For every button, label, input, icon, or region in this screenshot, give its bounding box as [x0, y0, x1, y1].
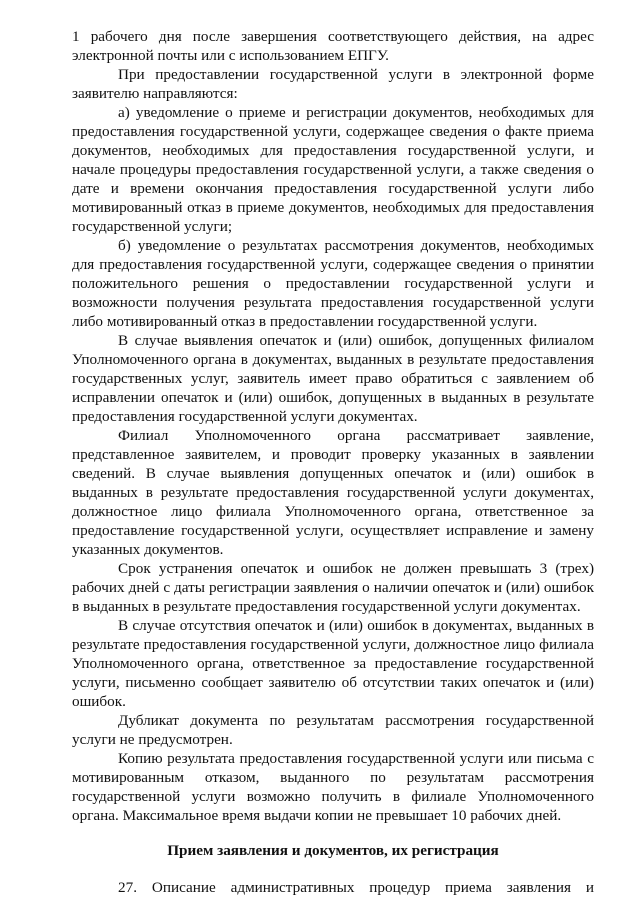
- paragraph-continuation: 1 рабочего дня после завершения соответствующего действия, на адрес электронной почты или с использованием ЕПГУ.: [72, 28, 594, 64]
- item-27: 27. Описание административных процедур приема заявления и: [118, 879, 594, 896]
- document-page: [72, 27, 594, 897]
- paragraph-item-a: а) уведомление о приеме и регистрации документов, необходимых для предоставления государственной услуги, содержащее сведения о факте приема документов, необходимых для предоставления государственной услуги, и начале процедуры предоставления государственной услуги, а также сведения о дате и времени окончания предоставления государственной услуги либо мотивированный отказ в приеме документов, необходимых для предоставления государственной услуги;: [72, 104, 594, 235]
- paragraph-typos-errors: В случае выявления опечаток и (или) ошибок, допущенных филиалом Уполномоченного органа в документах, выданных в результате предоставления государственных услуг, заявитель имеет право обратиться с заявлением об исправлении опечаток и (или) ошибок, допущенных в выданных в результате предоставления государственной услуги документах.: [72, 332, 594, 425]
- paragraph-electronic-form-intro: При предоставлении государственной услуги в электронной форме заявителю направляются:: [72, 66, 594, 102]
- paragraph-duplicate: Дубликат документа по результатам рассмотрения государственной услуги не предусмотрен.: [72, 712, 594, 748]
- paragraph-copy-result: Копию результата предоставления государственной услуги или письма с мотивированным отказом, выданного по результатам рассмотрения государственной услуги возможно получить в филиале Уполномоченного органа. Максимальное время выдачи копии не превышает 10 рабочих дней.: [72, 750, 594, 824]
- paragraph-correction-term: Срок устранения опечаток и ошибок не должен превышать 3 (трех) рабочих дней с даты регистрации заявления о наличии опечаток и (или) ошибок в выданных в результате предоставления государственной услуги документах.: [72, 560, 594, 615]
- paragraph-branch-review: Филиал Уполномоченного органа рассматривает заявление, представленное заявителем, и проводит проверку указанных в заявлении сведений. В случае выявления допущенных опечаток и (или) ошибок в выданных в результате предоставления государственной услуги документах, должностное лицо филиала Уполномоченного органа, ответственное за предоставление государственной услуги, осуществляет исправление и замену указанных документов.: [72, 427, 594, 558]
- paragraph-no-errors: В случае отсутствия опечаток и (или) ошибок в документах, выданных в результате предоставления государственной услуги, должностное лицо филиала Уполномоченного органа, ответственное за предоставление государственной услуги, письменно сообщает заявителю об отсутствии таких опечаток и (или) ошибок.: [72, 617, 594, 710]
- section-heading: Прием заявления и документов, их регистрация: [167, 842, 499, 859]
- paragraph-item-b: б) уведомление о результатах рассмотрения документов, необходимых для предоставления государственной услуги, содержащее сведения о принятии положительного решения о предоставлении государственной услуги и возможности получения результата предоставления государственной услуги либо мотивированный отказ в предоставлении государственной услуги.: [72, 237, 594, 330]
